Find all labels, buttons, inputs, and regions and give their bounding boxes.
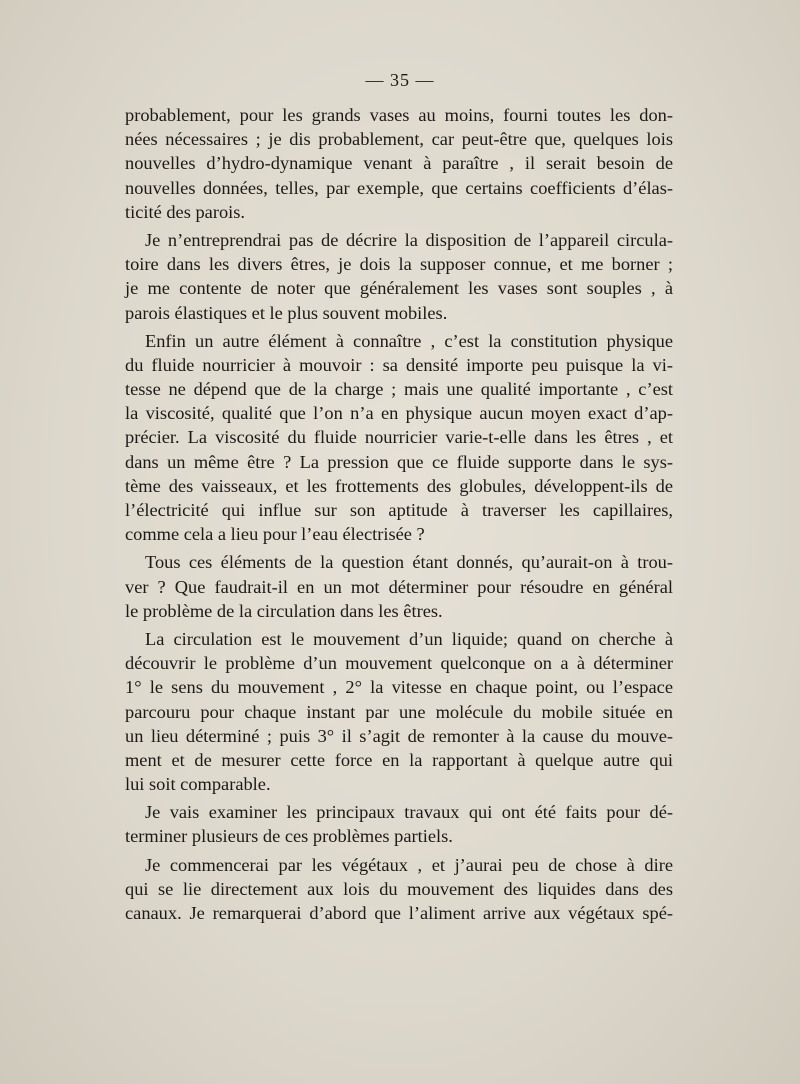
paragraph [125, 853, 673, 926]
text-line: terminer plusieurs de ces problèmes partiels. [125, 826, 453, 847]
text-line: Je commencerai par les végétaux , et j’aurai peu de chose à dire [145, 854, 673, 875]
page-number: — 35 — [365, 70, 435, 90]
paragraph [125, 550, 673, 623]
text-line: La circulation est le mouvement d’un liquide; quand on cherche à [145, 628, 673, 649]
text-line: Je n’entreprendrai pas de décrire la disposition de l’appareil circula- [145, 229, 673, 250]
text-line: toire dans les divers êtres, je dois la supposer connue, et me borner ; [125, 254, 673, 275]
text-line: canaux. Je remarquerai d’abord que l’aliment arrive aux végétaux spé- [125, 903, 673, 923]
text-line: le problème de la circulation dans les êtres. [125, 600, 443, 621]
text-line: probablement, pour les grands vases au moins, fourni toutes les don- [125, 105, 673, 125]
text-line: Je vais examiner les principaux travaux qui ont été faits pour dé- [145, 802, 673, 823]
paragraph [125, 329, 673, 547]
text-line: un lieu déterminé ; puis 3° il s’agit de remonter à la cause du mouve- [125, 725, 673, 746]
text-line: je me contente de noter que généralement les vases sont souples , à [125, 278, 673, 299]
text-line: tesse ne dépend que de la charge ; mais une qualité importante , c’est [125, 379, 673, 400]
text-line: ment et de mesurer cette force en la rapportant à quelque autre qui [125, 749, 673, 770]
text-line: la viscosité, qualité que l’on n’a en physique aucun moyen exact d’ap- [125, 403, 673, 424]
paragraph [125, 800, 673, 848]
text-line: comme cela a lieu pour l’eau électrisée ? [125, 524, 425, 545]
text-line: Enfin un autre élément à connaître , c’est la constitution physique [145, 330, 673, 351]
text-line: dans un même être ? La pression que ce fluide supporte dans le sys- [125, 451, 673, 472]
text-line: parcouru pour chaque instant par une molécule du mobile située en [125, 701, 673, 722]
text-line: lui soit comparable. [125, 774, 271, 795]
text-line: nées nécessaires ; je dis probablement, car peut-être que, quelques lois [125, 129, 673, 150]
text-line: qui se lie directement aux lois du mouvement des liquides dans des [125, 878, 673, 899]
text-line: précier. La viscosité du fluide nourricier varie-t-elle dans les êtres , et [125, 427, 673, 448]
text-line: du fluide nourricier à mouvoir : sa densité importe peu puisque la vi- [125, 354, 673, 375]
text-line: tème des vaisseaux, et les frottements des globules, développent-ils de [125, 475, 673, 496]
text-line: l’électricité qui influe sur son aptitude à traverser les capillaires, [125, 500, 673, 520]
paragraph [125, 228, 673, 325]
text-line: parois élastiques et le plus souvent mobiles. [125, 302, 448, 323]
text-line: découvrir le problème d’un mouvement quelconque on a à déterminer [125, 653, 673, 674]
text-line: nouvelles données, telles, par exemple, que certains coefficients d’élas- [125, 177, 673, 198]
paragraph [125, 103, 673, 224]
paragraph [125, 627, 673, 796]
text-line: nouvelles d’hydro-dynamique venant à paraître , il serait besoin de [125, 153, 673, 174]
body-text [125, 103, 673, 925]
text-line: 1° le sens du mouvement , 2° la vitesse en chaque point, ou l’espace [125, 677, 673, 698]
text-line: ver ? Que faudrait-il en un mot déterminer pour résoudre en général [125, 576, 673, 597]
text-line: ticité des parois. [125, 201, 246, 222]
text-line: Tous ces éléments de la question étant donnés, qu’aurait-on à trou- [145, 552, 673, 573]
